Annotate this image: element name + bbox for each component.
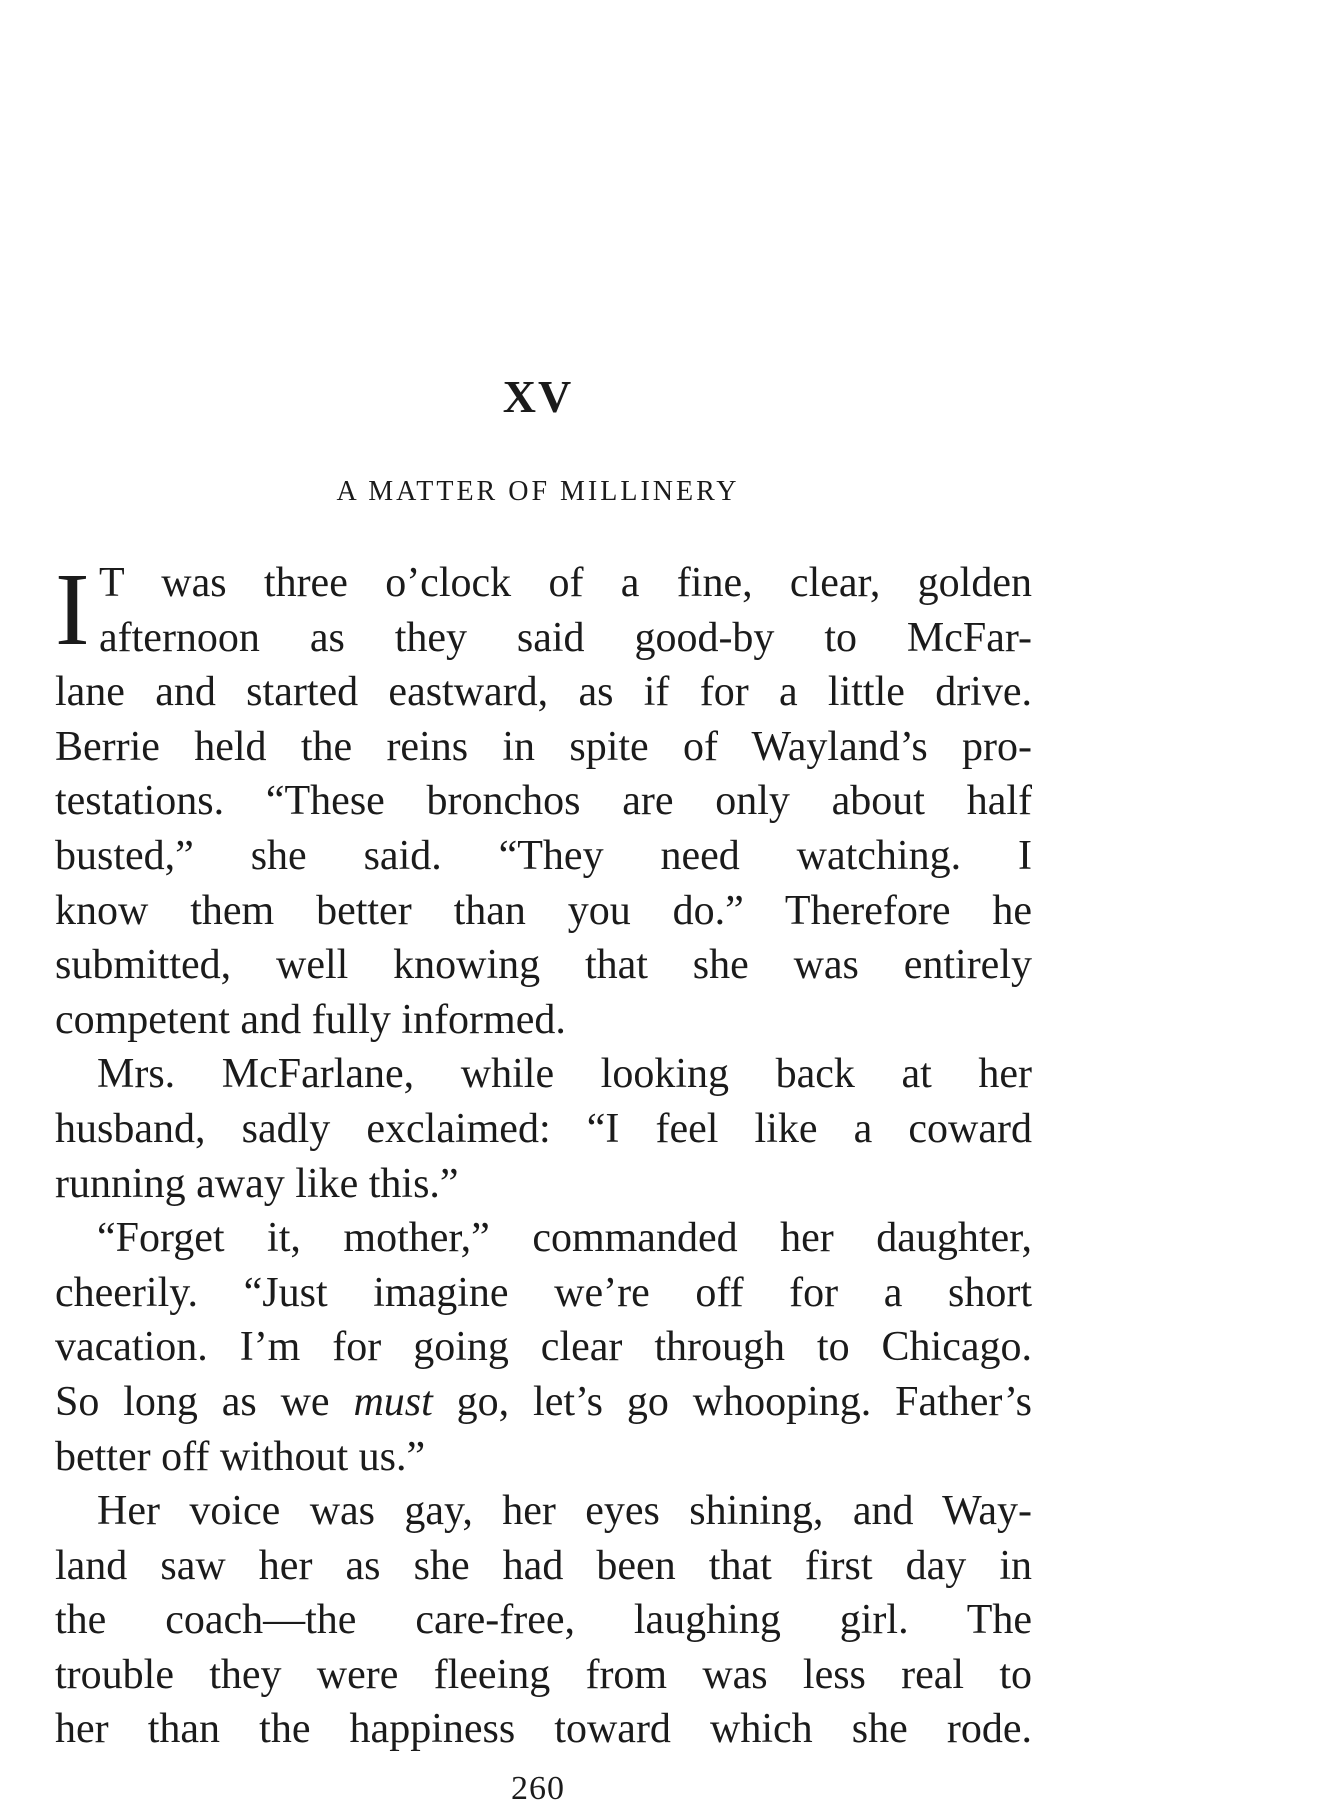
text-line: submitted, well knowing that she was entirely bbox=[55, 942, 1032, 989]
text-line: testations. “These bronchos are only about half bbox=[55, 778, 1032, 825]
text-line: the coach—the care-free, laughing girl. The bbox=[55, 1597, 1032, 1644]
text-line: her than the happiness toward which she rode. bbox=[55, 1706, 1032, 1753]
text-line: trouble they were fleeing from was less real to bbox=[55, 1651, 1032, 1698]
page-number: 260 bbox=[511, 1770, 565, 1807]
text-line: competent and fully informed. bbox=[55, 996, 566, 1043]
text-line: husband, sadly exclaimed: “I feel like a coward bbox=[55, 1105, 1032, 1152]
body-text bbox=[55, 552, 1032, 1757]
text-line: better off without us.” bbox=[55, 1433, 426, 1480]
text-segment: So long as we bbox=[55, 1378, 354, 1425]
chapter-title: A MATTER OF MILLINERY bbox=[336, 476, 740, 507]
text-line: vacation. I’m for going clear through to Chicago. bbox=[55, 1324, 1032, 1371]
text-line: lane and started eastward, as if for a little drive. bbox=[55, 669, 1032, 716]
text-line: Her voice was gay, her eyes shining, and Way- bbox=[97, 1488, 1032, 1535]
text-line: “Forget it, mother,” commanded her daughter, bbox=[97, 1215, 1032, 1262]
text-line: cheerily. “Just imagine we’re off for a short bbox=[55, 1269, 1032, 1316]
text-line: land saw her as she had been that first day in bbox=[55, 1542, 1032, 1589]
text-segment: go, let’s go whooping. Father’s bbox=[432, 1378, 1032, 1425]
text-line: Berrie held the reins in spite of Wayland’s pro- bbox=[55, 723, 1032, 770]
chapter-number: XV bbox=[502, 371, 574, 422]
drop-cap: I bbox=[55, 552, 90, 667]
text-line: Mrs. McFarlane, while looking back at her bbox=[97, 1051, 1032, 1098]
text-line: running away like this.” bbox=[55, 1160, 459, 1207]
emphasis-word: must bbox=[353, 1378, 433, 1425]
text-line: T was three o’clock of a fine, clear, golden bbox=[99, 560, 1032, 606]
text-line: busted,” she said. “They need watching. I bbox=[55, 832, 1032, 879]
text-line: afternoon as they said good-by to McFar- bbox=[99, 614, 1032, 661]
text-line: know them better than you do.” Therefore he bbox=[55, 887, 1032, 934]
text-line bbox=[55, 1375, 1032, 1430]
